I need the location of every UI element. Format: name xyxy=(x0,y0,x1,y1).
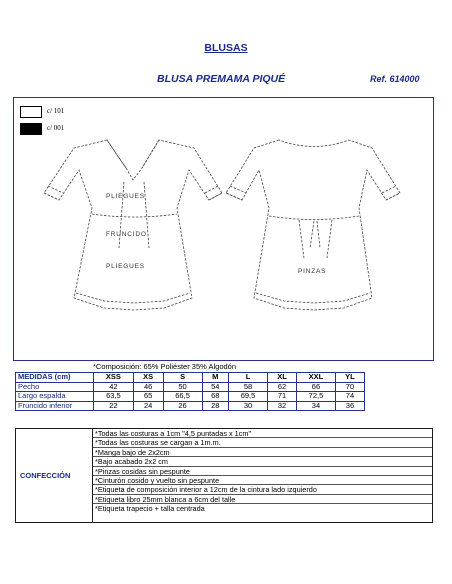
swatch-label-white: c/ 101 xyxy=(47,107,65,115)
blouse-back-drawing xyxy=(14,98,435,362)
list-item: *Cinturón cosido y vuelto sin pespunte xyxy=(93,476,432,485)
label-front-gather: FRUNCIDO xyxy=(106,231,147,238)
table-cell: 69,5 xyxy=(229,392,268,402)
table-row xyxy=(16,392,365,402)
confeccion-notes xyxy=(93,429,432,514)
list-item: *Todas las costuras a 1cm "4,5 puntadas x 1cm" xyxy=(93,429,432,438)
table-cell: 63,5 xyxy=(94,392,134,402)
table-cell: 30 xyxy=(229,401,268,411)
table-cell: 42 xyxy=(94,382,134,392)
label-front-pleats-lower: PLIEGUES xyxy=(106,263,145,270)
row-label: Largo espalda xyxy=(16,392,94,402)
technical-drawing-frame xyxy=(13,97,434,361)
list-item: *Etiqueta de composición interior a 12cm de la cintura lado izquierdo xyxy=(93,485,432,494)
document-title: BLUSAS xyxy=(204,42,248,54)
table-cell: 62 xyxy=(268,382,297,392)
table-cell: 36 xyxy=(335,401,364,411)
table-cell: 72,5 xyxy=(296,392,335,402)
table-cell: 28 xyxy=(202,401,229,411)
list-item: *Pinzas cosidas sin pespunte xyxy=(93,467,432,476)
table-cell: 65 xyxy=(133,392,163,402)
table-cell: 58 xyxy=(229,382,268,392)
confeccion-section xyxy=(15,428,433,523)
confeccion-label: CONFECCIÓN xyxy=(16,429,93,522)
table-header-cell: XXL xyxy=(296,373,335,383)
table-cell: 68 xyxy=(202,392,229,402)
list-item: *Etiqueta trapecio + talla centrada xyxy=(95,504,205,514)
row-label: Fruncido inferior xyxy=(16,401,94,411)
table-row xyxy=(16,401,365,411)
table-header-cell: XS xyxy=(133,373,163,383)
table-cell: 34 xyxy=(296,401,335,411)
table-header-cell: L xyxy=(229,373,268,383)
table-row xyxy=(16,382,365,392)
label-front-pleats-upper: PLIEGUES xyxy=(106,193,145,200)
table-header-cell: M xyxy=(202,373,229,383)
list-item: *Bajo acabado 2x2 cm xyxy=(93,457,432,466)
table-cell: 71 xyxy=(268,392,297,402)
table-header-row xyxy=(16,373,365,383)
swatch-label-black: c/ 001 xyxy=(47,124,65,132)
product-reference: Ref. 614000 xyxy=(370,74,420,84)
product-name: BLUSA PREMAMA PIQUÉ xyxy=(157,73,286,85)
table-header-cell: S xyxy=(163,373,202,383)
list-item: *Todas las costuras se cargan a 1m.m. xyxy=(93,438,432,447)
table-cell: 26 xyxy=(163,401,202,411)
measurements-table xyxy=(15,372,365,411)
composition-note: *Composición: 65% Poliéster 35% Algodón xyxy=(93,362,237,371)
table-cell: 46 xyxy=(133,382,163,392)
table-cell: 74 xyxy=(335,392,364,402)
table-cell: 22 xyxy=(94,401,134,411)
table-cell: 66,5 xyxy=(163,392,202,402)
table-cell: 50 xyxy=(163,382,202,392)
table-cell: 54 xyxy=(202,382,229,392)
table-header-cell: MEDIDAS (cm) xyxy=(16,373,94,383)
table-cell: 24 xyxy=(133,401,163,411)
table-cell: 70 xyxy=(335,382,364,392)
list-item: *Manga bajo de 2x2cm xyxy=(93,448,432,457)
list-item: *Etiqueta libro 25mm blanca a 6cm del talle xyxy=(93,495,432,504)
table-header-cell: XL xyxy=(268,373,297,383)
table-cell: 32 xyxy=(268,401,297,411)
row-label: Pecho xyxy=(16,382,94,392)
table-header-cell: YL xyxy=(335,373,364,383)
table-cell: 66 xyxy=(296,382,335,392)
label-back-darts: PINZAS xyxy=(298,268,327,275)
table-header-cell: XSS xyxy=(94,373,134,383)
